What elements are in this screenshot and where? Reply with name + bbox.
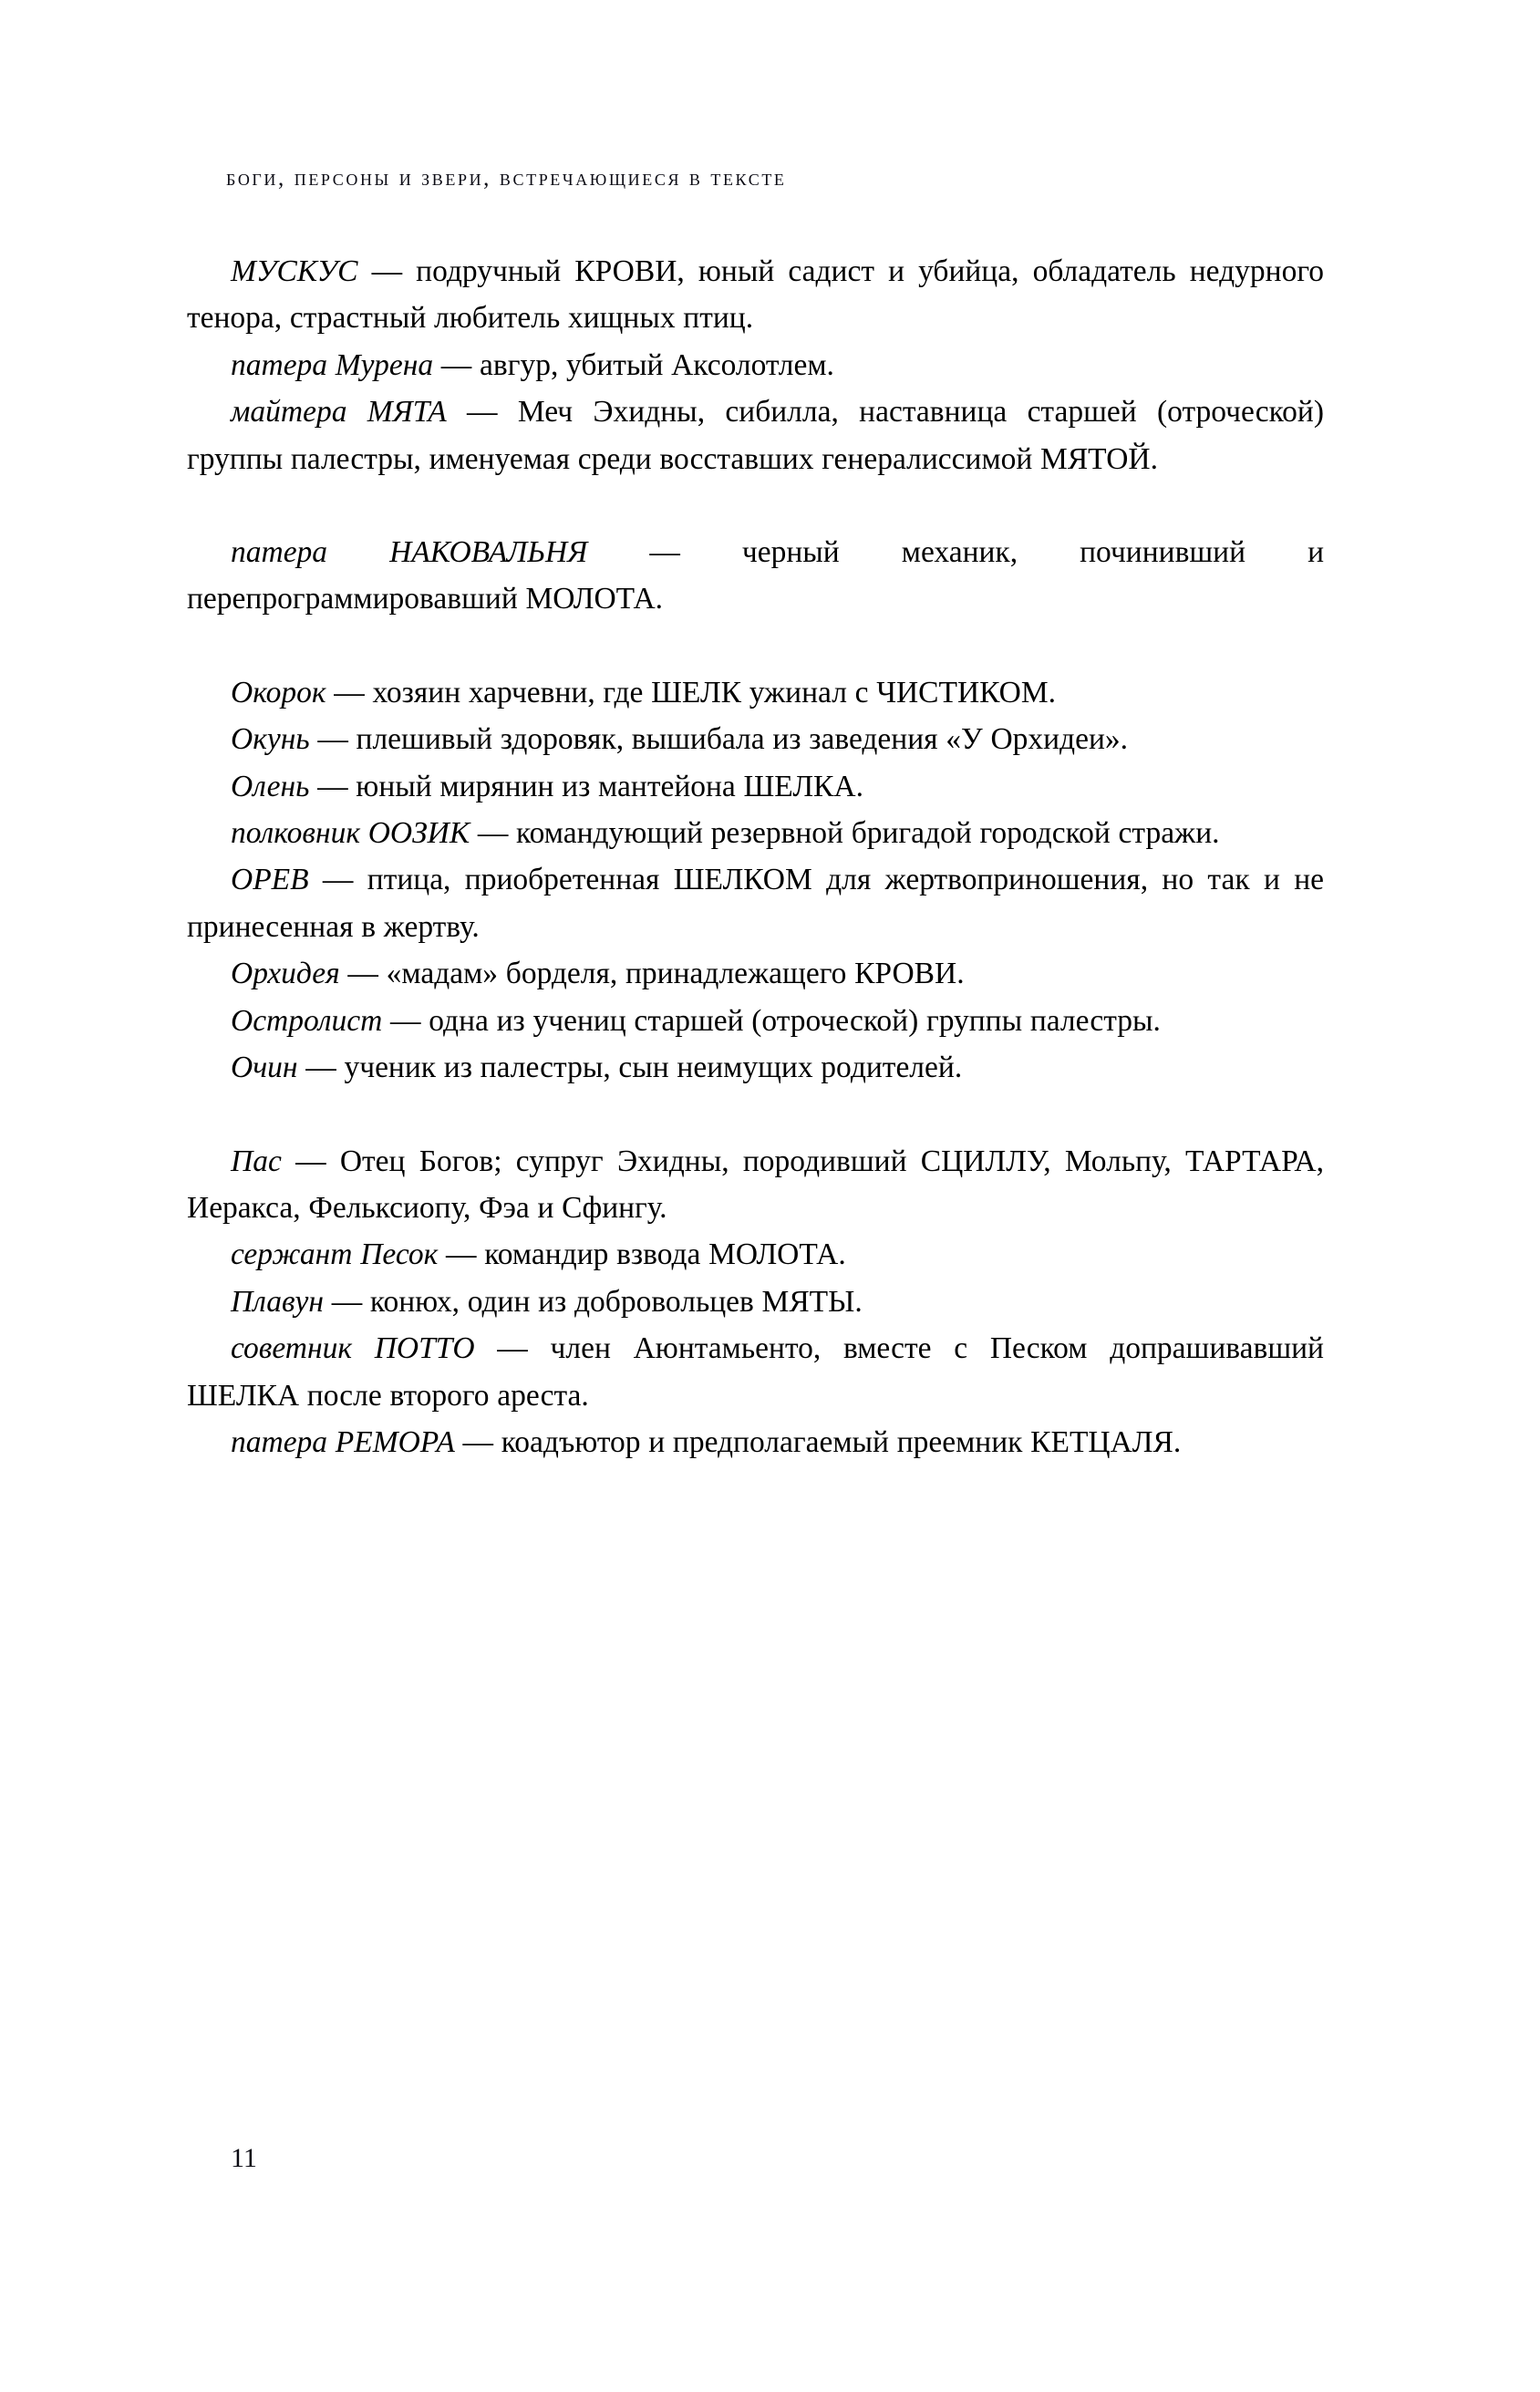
entry-definition: коадъютор и предполагаемый преемник КЕТЦАЛЯ.	[501, 1424, 1182, 1459]
entry-dash: —	[438, 1237, 485, 1272]
glossary-entry	[187, 856, 1324, 950]
entry-term: полковник ООЗИК	[231, 816, 470, 851]
entry-dash: —	[281, 1144, 340, 1178]
entry-definition: юный мирянин из мантейона ШЕЛКА.	[356, 769, 863, 803]
entry-term: патера НАКОВАЛЬНЯ	[231, 535, 588, 570]
entry-dash: —	[324, 1284, 370, 1319]
glossary-group	[187, 669, 1324, 1092]
glossary-entry	[187, 1138, 1324, 1232]
entry-definition: конюх, один из добровольцев МЯТЫ.	[369, 1284, 863, 1319]
entry-definition: командующий резервной бригадой городской стражи.	[516, 816, 1220, 851]
entry-definition: авгур, убитый Аксолотлем.	[480, 347, 834, 382]
glossary-group	[187, 529, 1324, 623]
entry-term: Окунь	[231, 722, 310, 757]
entry-dash: —	[339, 957, 387, 991]
entry-dash: —	[357, 254, 417, 288]
glossary-entry	[187, 388, 1324, 482]
glossary-entry	[187, 1231, 1324, 1278]
entry-term: ОРЕВ	[231, 863, 309, 897]
glossary-entry	[187, 763, 1324, 810]
glossary-entry	[187, 810, 1324, 856]
entry-definition: хозяин харчевни, где ШЕЛК ужинал с ЧИСТИКОМ.	[372, 675, 1057, 709]
entry-dash: —	[474, 1331, 551, 1366]
glossary-group	[187, 1138, 1324, 1466]
entry-definition: «мадам» борделя, принадлежащего КРОВИ.	[386, 957, 965, 991]
entry-dash: —	[587, 535, 742, 570]
glossary-entry	[187, 1044, 1324, 1091]
glossary-group	[187, 248, 1324, 482]
entry-term: Олень	[231, 769, 310, 803]
entry-definition: птица, приобретенная ШЕЛКОМ для жертвоприношения, но так и не принесенная в жертву.	[187, 863, 1324, 944]
glossary-entry	[187, 1419, 1324, 1465]
glossary-entry	[187, 1279, 1324, 1325]
entry-definition: командир взвода МОЛОТА.	[484, 1237, 846, 1272]
entry-definition: Меч Эхидны, сибилла, наставница старшей (отроческой) группы палестры, именуемая среди восставших генералиссимой МЯТОЙ.	[187, 395, 1325, 476]
glossary-entry	[187, 1325, 1324, 1419]
page-number: 11	[231, 2143, 257, 2173]
entry-dash: —	[309, 769, 357, 803]
glossary-entry	[187, 342, 1324, 388]
entry-term: Пас	[231, 1144, 282, 1178]
entry-term: Очин	[231, 1051, 298, 1085]
entry-definition: одна из учениц старшей (отроческой) группы палестры.	[429, 1003, 1161, 1038]
glossary-entry	[187, 529, 1324, 623]
entry-dash: —	[309, 722, 357, 757]
entry-definition: ученик из палестры, сын неимущих родителей.	[344, 1051, 963, 1085]
glossary-entry	[187, 998, 1324, 1044]
entry-dash: —	[297, 1051, 345, 1085]
entry-dash: —	[454, 1424, 501, 1459]
entry-term: советник ПОТТО	[231, 1331, 475, 1366]
entry-dash: —	[470, 816, 517, 851]
entry-term: майтера МЯТА	[231, 395, 447, 430]
glossary-text-block	[187, 248, 1324, 1465]
entry-term: Окорок	[231, 675, 326, 709]
entry-dash: —	[326, 675, 373, 709]
entry-definition: подручный КРОВИ, юный садист и убийца, обладатель недурного тенора, страстный любитель хищных птиц.	[187, 254, 1324, 336]
entry-dash: —	[433, 347, 481, 382]
entry-dash: —	[446, 395, 518, 430]
running-header: боги, персоны и звери, встречающиеся в тексте	[226, 166, 787, 191]
entry-dash: —	[382, 1003, 429, 1038]
glossary-entry	[187, 248, 1324, 342]
glossary-entry	[187, 716, 1324, 762]
glossary-entry	[187, 669, 1324, 716]
entry-term: Остролист	[231, 1003, 383, 1038]
entry-term: Плавун	[231, 1284, 324, 1319]
entry-term: сержант Песок	[231, 1237, 439, 1272]
entry-definition: плешивый здоровяк, вышибала из заведения «У Орхидеи».	[356, 722, 1129, 757]
entry-dash: —	[308, 863, 367, 897]
entry-term: МУСКУС	[231, 254, 358, 288]
entry-definition: член Аюнтамьенто, вместе с Песком допрашивавший ШЕЛКА после второго ареста.	[187, 1331, 1324, 1413]
entry-definition: Отец Богов; супруг Эхидны, породивший СЦИЛЛУ, Мольпу, ТАРТАРА, Иеракса, Фельксиопу, Фэа и Сфингу.	[187, 1144, 1324, 1225]
entry-definition: черный механик, починивший и перепрограммировавший МОЛОТА.	[187, 535, 1325, 616]
entry-term: патера РЕМОРА	[231, 1424, 455, 1459]
glossary-entry	[187, 950, 1324, 997]
entry-term: патера Мурена	[231, 347, 434, 382]
entry-term: Орхидея	[231, 957, 340, 991]
